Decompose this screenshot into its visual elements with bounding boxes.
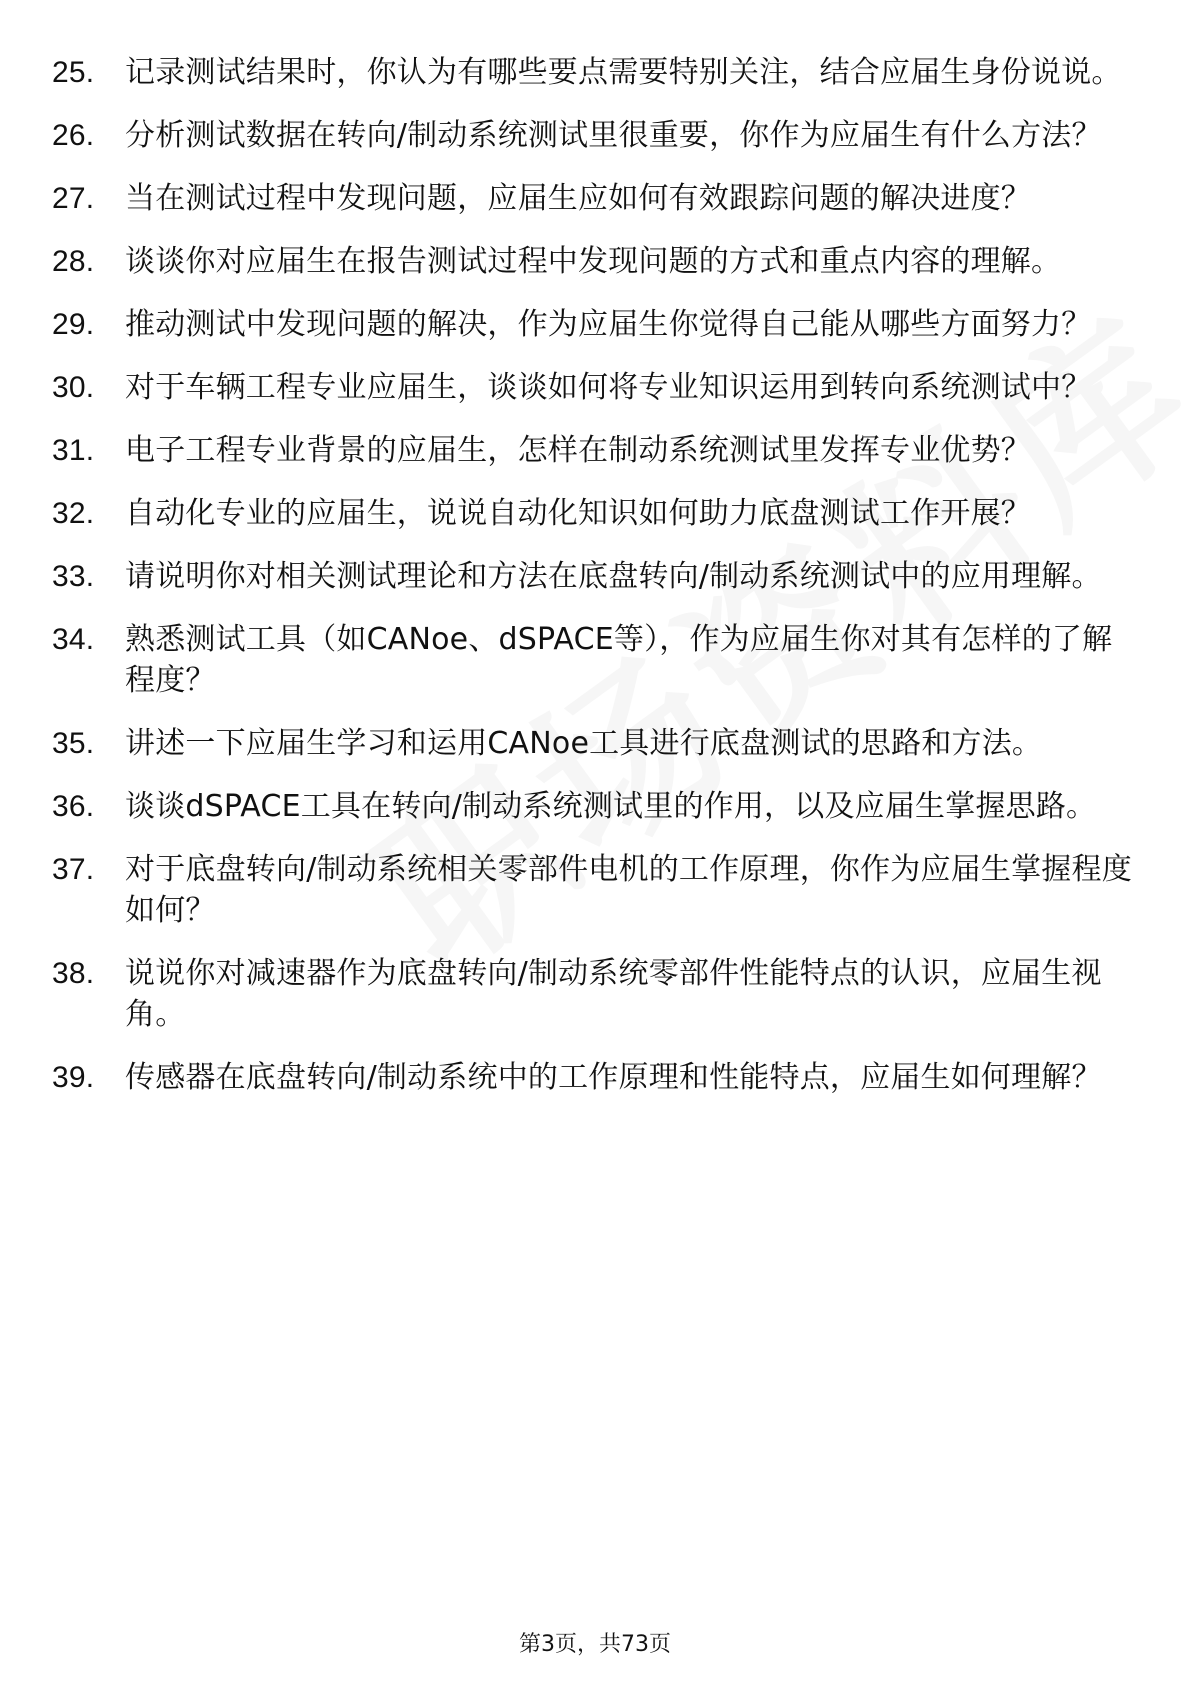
question-text: 谈谈dSPACE工具在转向/制动系统测试里的作用，以及应届生掌握思路。	[125, 789, 1097, 824]
question-number: 30.	[52, 371, 95, 404]
question-item	[52, 241, 1132, 282]
question-text: 自动化专业的应届生，说说自动化知识如何助力底盘测试工作开展？	[125, 496, 1031, 531]
question-text: 对于车辆工程专业应届生，谈谈如何将专业知识运用到转向系统测试中？	[125, 370, 1092, 405]
question-text: 推动测试中发现问题的解决，作为应届生你觉得自己能从哪些方面努力？	[125, 307, 1092, 342]
question-text: 请说明你对相关测试理论和方法在底盘转向/制动系统测试中的应用理解。	[125, 559, 1102, 594]
question-number: 32.	[52, 497, 95, 530]
question-item	[52, 52, 1132, 93]
question-text: 电子工程专业背景的应届生，怎样在制动系统测试里发挥专业优势？	[125, 433, 1031, 468]
question-number: 34.	[52, 623, 95, 656]
question-number: 33.	[52, 560, 95, 593]
question-number: 31.	[52, 434, 95, 467]
question-text: 熟悉测试工具（如CANoe、dSPACE等），作为应届生你对其有怎样的了解程度？	[125, 622, 1113, 698]
question-number: 35.	[52, 727, 95, 760]
question-text: 讲述一下应届生学习和运用CANoe工具进行底盘测试的思路和方法。	[125, 726, 1043, 761]
question-number: 39.	[52, 1061, 95, 1094]
question-text: 当在测试过程中发现问题，应届生应如何有效跟踪问题的解决进度？	[125, 181, 1031, 216]
question-item	[52, 115, 1132, 156]
question-number: 26.	[52, 119, 95, 152]
question-item	[52, 786, 1132, 827]
question-number: 25.	[52, 56, 95, 89]
question-number: 27.	[52, 182, 95, 215]
question-item	[52, 556, 1132, 597]
question-item	[52, 304, 1132, 345]
question-list	[52, 52, 1132, 1120]
question-item	[52, 367, 1132, 408]
question-number: 36.	[52, 790, 95, 823]
question-item	[52, 493, 1132, 534]
question-item	[52, 953, 1132, 1035]
question-text: 谈谈你对应届生在报告测试过程中发现问题的方式和重点内容的理解。	[125, 244, 1062, 279]
question-item	[52, 430, 1132, 471]
question-number: 37.	[52, 853, 95, 886]
page-number-footer: 第3页，共73页	[519, 1632, 671, 1657]
question-text: 对于底盘转向/制动系统相关零部件电机的工作原理，你作为应届生掌握程度如何？	[125, 852, 1132, 928]
question-text: 传感器在底盘转向/制动系统中的工作原理和性能特点，应届生如何理解？	[125, 1060, 1102, 1095]
question-item	[52, 849, 1132, 931]
question-item	[52, 723, 1132, 764]
question-number: 28.	[52, 245, 95, 278]
question-item	[52, 1057, 1132, 1098]
question-text: 记录测试结果时，你认为有哪些要点需要特别关注，结合应届生身份说说。	[125, 55, 1122, 90]
question-number: 38.	[52, 957, 95, 990]
question-text: 说说你对减速器作为底盘转向/制动系统零部件性能特点的认识，应届生视角。	[125, 956, 1102, 1032]
question-text: 分析测试数据在转向/制动系统测试里很重要，你作为应届生有什么方法？	[125, 118, 1102, 153]
question-number: 29.	[52, 308, 95, 341]
question-item	[52, 178, 1132, 219]
question-item	[52, 619, 1132, 701]
